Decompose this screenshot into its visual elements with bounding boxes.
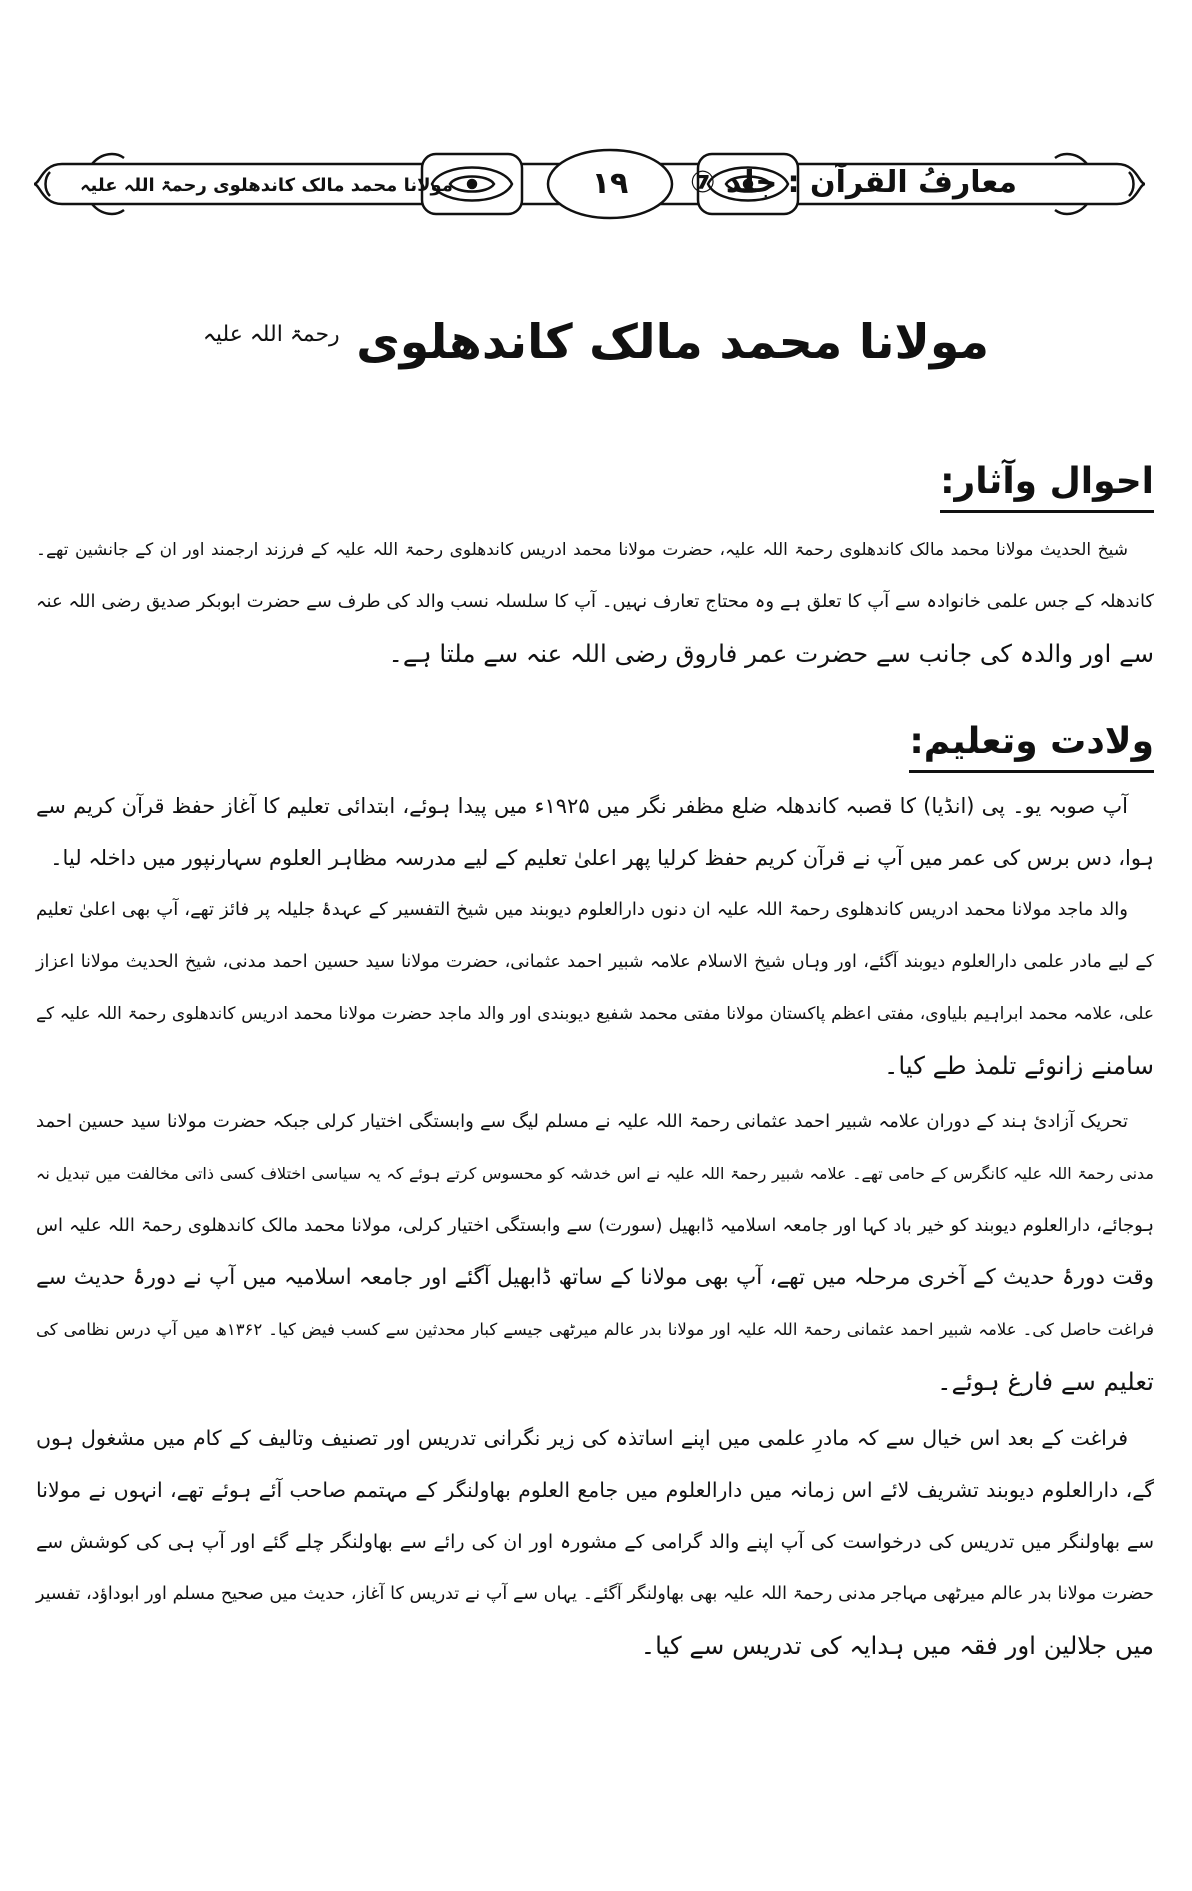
- paragraph-line: فراغت حاصل کی۔ علامہ شبیر احمد عثمانی رحمۃ اللہ علیہ اور مولانا بدر عالم میرٹھی جیسے کبار محدثین سے کسب فیض کیا۔ ۱۳۶۲ھ میں آپ درس نظامی کی: [36, 1320, 1154, 1339]
- paragraph-line: وقت دورۂ حدیث کے آخری مرحلہ میں تھے، آپ بھی مولانا کے ساتھ ڈابھیل آگئے اور جامعہ اسلامیہ میں آپ نے دورۂ حدیث سے: [36, 1265, 1154, 1290]
- paragraph-line: حضرت مولانا بدر عالم میرٹھی مہاجر مدنی رحمۃ اللہ علیہ بھی بھاولنگر آگئے۔ یہاں سے آپ نے تدریس کا آغاز، حدیث میں صحیح مسلم اور ابوداؤد، تفسیر: [36, 1584, 1154, 1604]
- paragraph-line: میں جلالین اور فقہ میں ہدایہ کی تدریس سے کیا۔: [640, 1631, 1154, 1660]
- running-header: [32, 128, 1147, 236]
- paragraph-line: کاندھلہ کے جس علمی خانوادہ سے آپ کا تعلق ہے وہ محتاج تعارف نہیں۔ آپ کا سلسلہ نسب والد کی طرف سے حضرت ابوبکر صدیق رضی اللہ عنہ: [36, 591, 1154, 612]
- chapter-title-honorific: رحمۃ اللہ علیہ: [202, 322, 340, 347]
- paragraph-line: سامنے زانوئے تلمذ طے کیا۔: [884, 1051, 1154, 1080]
- paragraph-line: علی، علامہ محمد ابراہیم بلیاوی، مفتی اعظم پاکستان مولانا مفتی محمد شفیع دیوبندی اور والد ماجد حضرت مولانا محمد ادریس کاندھلوی رحمۃ اللہ علیہ کے: [36, 1004, 1154, 1024]
- paragraph-line: گے، دارالعلوم دیوبند تشریف لائے اس زمانہ میں دارالعلوم میں جامع العلوم بھاولنگر کے مہتمم صاحب آئے ہوئے تھے، انہوں نے مولانا: [36, 1478, 1154, 1502]
- paragraph-line: ہوا، دس برس کی عمر میں آپ نے قرآن کریم حفظ کرلیا پھر اعلیٰ تعلیم کے لیے مدرسہ مظاہر العلوم سہارنپور میں داخلہ لیا۔: [50, 846, 1154, 870]
- paragraph-line: والد ماجد مولانا محمد ادریس کاندھلوی رحمۃ اللہ علیہ ان دنوں دارالعلوم دیوبند میں شیخ التفسیر کے عہدۂ جلیلہ پر فائز تھے، آپ بھی اعلیٰ تعلیم: [36, 899, 1128, 920]
- paragraph-line: تحریک آزادئ ہند کے دوران علامہ شبیر احمد عثمانی رحمۃ اللہ علیہ نے مسلم لیگ سے وابستگی اختیار کرلی جبکہ حضرت مولانا سید حسین احمد: [36, 1111, 1128, 1132]
- paragraph-line: ہوجائے، دارالعلوم دیوبند کو خیر باد کہا اور جامعہ اسلامیہ ڈابھیل (سورت) سے وابستگی اختیار کرلی، مولانا محمد مالک کاندھلوی رحمۃ اللہ علیہ اس: [36, 1215, 1154, 1236]
- book-volume-label: معارفُ القرآن : جلد ⑦: [690, 165, 1017, 200]
- running-title: مولانا محمد مالک کاندھلوی رحمۃ اللہ علیہ: [80, 175, 453, 196]
- paragraph-line: تعلیم سے فارغ ہوئے۔: [937, 1367, 1154, 1396]
- paragraph-line: سے اور والدہ کی جانب سے حضرت عمر فاروق رضی اللہ عنہ سے ملتا ہے۔: [388, 639, 1154, 668]
- section-heading-biography: احوال وآثار:: [940, 456, 1154, 513]
- paragraph-line: شیخ الحدیث مولانا محمد مالک کاندھلوی رحمۃ اللہ علیہ، حضرت مولانا محمد ادریس کاندھلوی رحمۃ اللہ علیہ کے فرزند ارجمند اور ان کے جانشین تھے۔: [36, 540, 1128, 560]
- section-heading-birth-education: ولادت وتعلیم:: [909, 716, 1154, 773]
- paragraph-line: مدنی رحمۃ اللہ علیہ کانگرس کے حامی تھے۔ علامہ شبیر رحمۃ اللہ علیہ نے اس خدشہ کو محسوس کرتے ہوئے کہ یہ سیاسی اختلاف کسی ذاتی مخالفت میں تبدیل نہ: [36, 1164, 1154, 1183]
- page-number: ١٩: [591, 166, 629, 201]
- paragraph-line: سے بھاولنگر میں تدریس کی درخواست کی آپ اپنے والد گرامی کے مشورہ اور ان کی رائے سے بھاولنگر چلے گئے اور آپ ہی کی کوشش سے: [36, 1531, 1154, 1553]
- chapter-title: [200, 290, 992, 388]
- paragraph-line: آپ صوبہ یو۔ پی (انڈیا) کا قصبہ کاندھلہ ضلع مظفر نگر میں ۱۹۲۵ء میں پیدا ہوئے، ابتدائی تعلیم کا آغاز حفظ قرآن کریم سے: [36, 794, 1129, 818]
- paragraph-line: فراغت کے بعد اس خیال سے کہ مادرِ علمی میں اپنے اساتذہ کی زیر نگرانی تدریس اور تصنیف وتالیف کے کام میں مشغول ہوں: [36, 1426, 1128, 1450]
- chapter-title-text: مولانا محمد مالک کاندھلوی: [356, 314, 990, 370]
- paragraph-line: کے لیے مادر علمی دارالعلوم دیوبند آگئے، اور وہاں شیخ الاسلام علامہ شبیر احمد عثمانی، حضرت مولانا سید حسین احمد مدنی، شیخ الحدیث مولانا اعزاز: [36, 952, 1154, 972]
